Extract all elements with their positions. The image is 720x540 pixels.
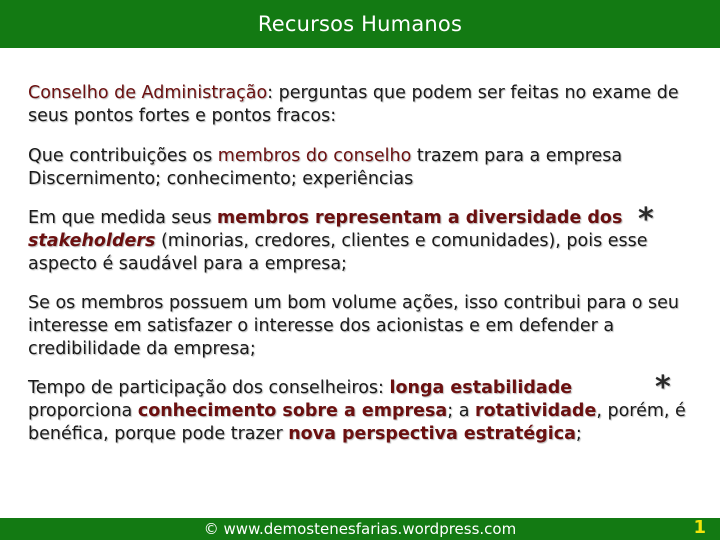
tenure-text-g: , porém, é benéfica, porque pode trazer xyxy=(28,401,686,444)
diversity-text-d: (minorias, credores, clientes e comunidades), pois esse aspecto é saudável para a empresa; xyxy=(28,231,648,274)
slide-title: Recursos Humanos xyxy=(257,12,463,36)
tenure-text-c: proporciona xyxy=(28,401,138,421)
diversity-stakeholders: stakeholders xyxy=(28,231,156,251)
tenure-text-i: ; xyxy=(575,424,582,444)
tenure-perspective: nova perspectiva estratégica xyxy=(288,424,576,444)
tenure-text-a: Tempo de participação dos conselheiros: xyxy=(28,378,390,398)
paragraph-diversity xyxy=(28,202,696,276)
tenure-text-e: ; a xyxy=(447,401,475,421)
footer-bar xyxy=(0,518,720,540)
shareholding-text: Se os membros possuem um bom volume ações, isso contribui para o seu interesse em satisfazer o interesse dos acionistas e em defender a credibilidade da empresa; xyxy=(28,293,679,359)
intro-rest: : perguntas que podem ser feitas no exame de seus pontos fortes e pontos fracos: xyxy=(28,83,679,126)
paragraph-tenure xyxy=(28,370,696,446)
paragraph-shareholding xyxy=(28,292,696,361)
contrib-text-c: trazem para a empresa xyxy=(411,146,623,166)
paragraph-contributions xyxy=(28,145,696,191)
contrib-answer: Discernimento; conhecimento; experiências xyxy=(28,169,414,189)
contrib-text-a: Que contribuições os xyxy=(28,146,218,166)
slide-number: 1 xyxy=(693,517,706,538)
slide-body xyxy=(28,82,696,446)
tenure-rotation: rotatividade xyxy=(475,401,597,421)
paragraph-board-intro xyxy=(28,82,696,128)
footer-copyright: © www.demostenesfarias.wordpress.com xyxy=(203,520,517,538)
contrib-members: membros do conselho xyxy=(217,146,412,166)
diversity-members: membros representam a diversidade dos xyxy=(217,208,623,228)
asterisk-marker: * xyxy=(655,370,671,405)
diversity-text-a: Em que medida seus xyxy=(28,208,218,228)
asterisk-marker: * xyxy=(638,202,654,237)
title-bar xyxy=(0,0,720,48)
tenure-knowledge: conhecimento sobre a empresa xyxy=(137,401,448,421)
term-board: Conselho de Administração xyxy=(28,83,268,103)
tenure-stability: longa estabilidade xyxy=(389,378,573,398)
